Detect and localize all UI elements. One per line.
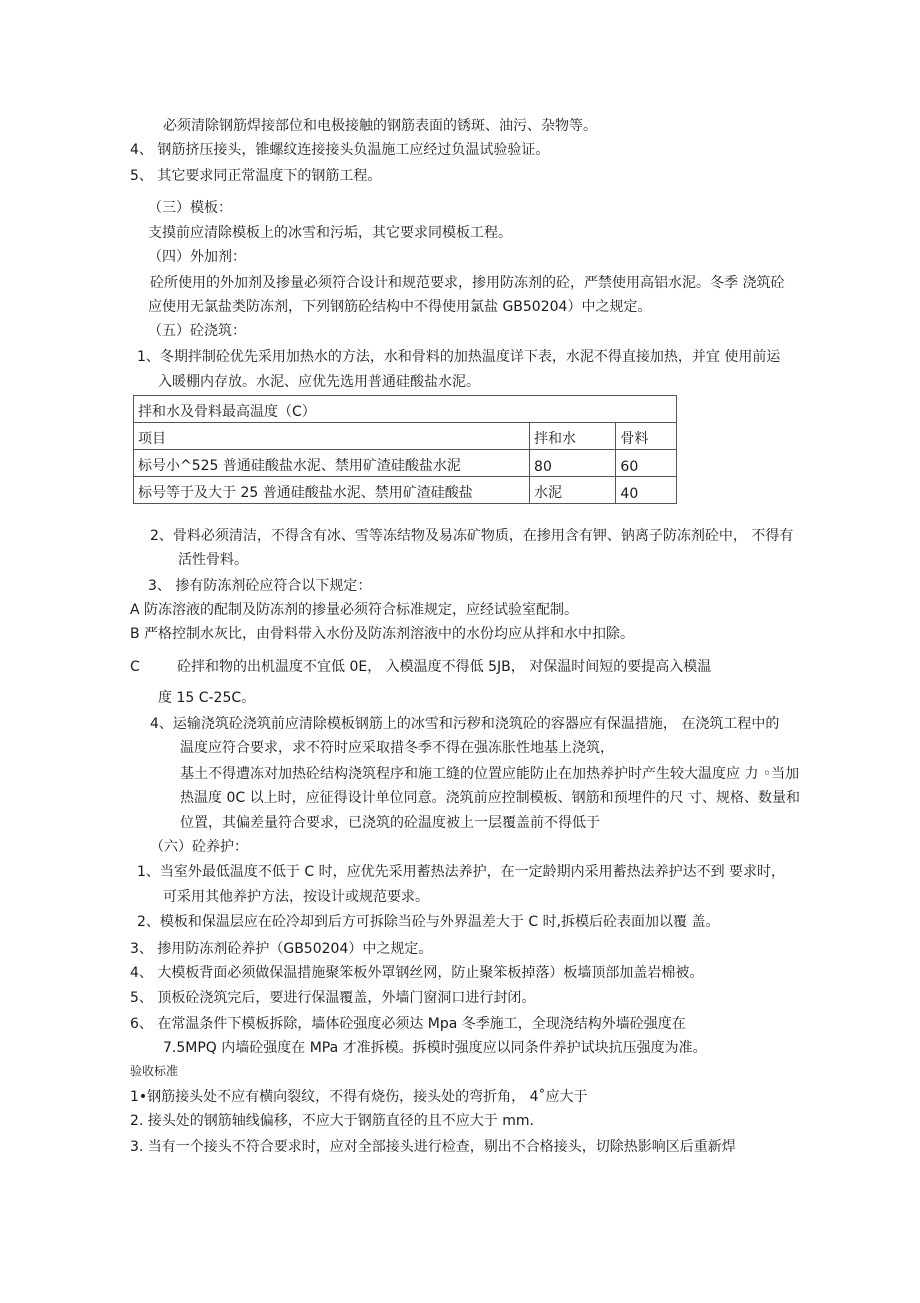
text-line: 必须清除钢筋焊接部位和电极接触的钢筋表面的锈斑、油污、杂物等。 (163, 118, 597, 134)
text-line: 砼拌和物的出机温度不宜低 0E， 入模温度不得低 5JB， 对保温时间短的要提高入模温 (177, 659, 712, 675)
list-item: 4、运输浇筑砼浇筑前应清除模板钢筋上的冰雪和污秽和浇筑砼的容器应有保温措施， 在浇筑工程中的 (150, 716, 780, 732)
table-header-cell: 拌和水 (530, 423, 616, 450)
list-item: 4、 大模板背面必须做保温措施聚笨板外罩钢丝网，防止聚笨板掉落）板墙顶部加盖岩棉被。 (130, 965, 704, 981)
list-item: 4、 钢筋挤压接头，锥螺纹连接接头负温施工应经过负温试验验证。 (130, 142, 550, 158)
section-heading: 验收标准 (130, 1064, 179, 1078)
text-line: 基土不得遭冻对加热砼结构浇筑程序和施工缝的位置应能防止在加热养护时产生较大温度应 力 ◦当加 (180, 766, 800, 782)
list-item: 2. 接头处的钢筋轴线偏移，不应大于钢筋直径的且不应大于 mm. (130, 1113, 534, 1129)
text-line: 位置，其偏差量符合要求，已浇筑的砼温度被上一层覆盖前不得低于 (180, 815, 600, 831)
section-heading: （四）外加剂： (148, 249, 246, 265)
table-title: 拌和水及骨料最高温度（C） (134, 396, 677, 423)
text-line: 入暖棚内存放。水泥、应优先选用普通硅酸盐水泥。 (158, 374, 480, 390)
table-cell: 60 (616, 450, 677, 477)
list-item: B 严格控制水灰比，由骨料带入水份及防冻剂溶液中的水份均应从拌和水中扣除。 (130, 626, 635, 642)
list-item: 2、模板和保温层应在砼冷却到后方可拆除当砼与外界温差大于 C 时,拆模后砼表面加以覆 盖。 (137, 914, 720, 930)
text-line: 活性骨料。 (178, 552, 248, 568)
text-line: 可采用其他养护方法，按设计或规范要求。 (163, 889, 429, 905)
list-item: 2、骨料必须清洁，不得含有冰、雪等冻结物及易冻矿物质，在掺用含有钾、钠离子防冻剂砼中， 不得有 (150, 528, 794, 544)
list-item: 3. 当有一个接头不符合要求时，应对全部接头进行检查，剔出不合格接头，切除热影响区后重新焊 (130, 1139, 736, 1155)
list-item: 6、 在常温条件下模板拆除，墙体砼强度必须达 Mpa 冬季施工，全现浇结构外墙砼强度在 (130, 1016, 686, 1032)
text-line: 砼所使用的外加剂及掺量必须符合设计和规范要求，掺用防冻剂的砼，严禁使用高铝水泥。冬季 浇筑砼 (150, 275, 785, 291)
table-row (134, 450, 677, 477)
list-item: 5、 其它要求同正常温度下的钢筋工程。 (130, 168, 382, 184)
table-cell: 80 (530, 450, 616, 477)
table-header-cell: 项目 (134, 423, 530, 450)
text-line: 温度应符合要求，求不符时应采取措冬季不得在强冻胀性地基上浇筑， (180, 740, 614, 756)
list-item: 1•钢筋接头处不应有横向裂纹，不得有烧伤，接头处的弯折角， 4˚应大于 (130, 1089, 588, 1105)
text-line: 应使用无氯盐类防冻剂，下列钢筋砼结构中不得使用氯盐 GB50204）中之规定。 (148, 299, 652, 315)
list-item: 3、 掺用防冻剂砼养护（GB50204）中之规定。 (130, 941, 433, 957)
temperature-table (133, 395, 677, 504)
table-cell: 水泥 (530, 477, 616, 504)
list-item: 1、冬期拌制砼优先采用加热水的方法，水和骨料的加热温度详下表，水泥不得直接加热，并宜 使用前运 (137, 349, 781, 365)
list-item: 3、 掺有防冻剂砼应符合以下规定： (148, 578, 372, 594)
section-heading: （六）砼养护： (150, 839, 248, 855)
list-item: A 防冻溶液的配制及防冻剂的掺量必须符合标准规定，应经试验室配制。 (130, 602, 579, 618)
list-item: 5、 顶板砼浇筑完后，要进行保温覆盖，外墙门窗洞口进行封闭。 (130, 990, 536, 1006)
table-header-cell: 骨料 (616, 423, 677, 450)
section-heading: （三）模板： (148, 200, 232, 216)
table-cell: 标号等于及大于 25 普通硅酸盐水泥、禁用矿渣硅酸盐 (134, 477, 530, 504)
table-cell: 标号小^525 普通硅酸盐水泥、禁用矿渣硅酸盐水泥 (134, 450, 530, 477)
table-cell: 40 (616, 477, 677, 504)
list-item: 1、当室外最低温度不低于 C 时，应优先采用蓄热法养护，在一定龄期内采用蓄热法养护达不到 要求时， (137, 864, 786, 880)
table-title-row (134, 396, 677, 423)
text-line: 7.5MPQ 内墙砼强度在 MPa 才准拆模。拆模时强度应以同条件养护试块抗压强度为准。 (163, 1040, 707, 1056)
text-line: 支摸前应清除模板上的冰雪和污垢，其它要求同模板工程。 (148, 225, 512, 241)
table-row (134, 477, 677, 504)
text-line: 热温度 0C 以上时，应征得设计单位同意。浇筑前应控制模板、钢筋和预埋件的尺 寸、规格、数量和 (180, 790, 801, 806)
table-header-row (134, 423, 677, 450)
section-heading: （五）砼浇筑： (148, 323, 246, 339)
list-item-marker: C (130, 659, 140, 675)
text-line: 度 15 C-25C。 (158, 690, 256, 706)
